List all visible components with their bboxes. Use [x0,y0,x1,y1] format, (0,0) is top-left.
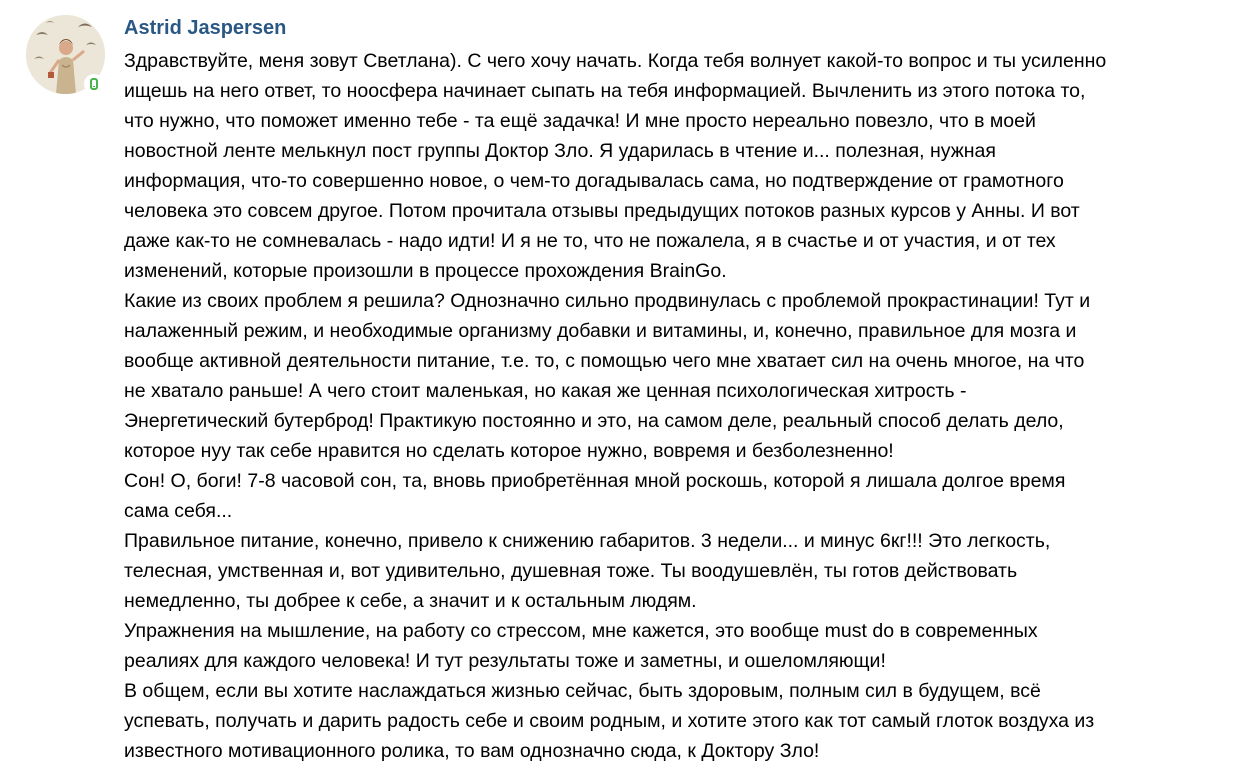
comment-line: информация, что-то совершенно новое, о чем-то догадывалась сама, но подтверждение от грамотного [124,170,1064,192]
comment-line: не хватало раньше! А чего стоит маленькая, но какая же ценная психологическая хитрость - [124,380,967,402]
comment-line: даже как-то не сомневалась - надо идти! И я не то, что не пожалела, я в счастье и от участия, и от тех [124,230,1056,252]
comment-line: изменений, которые произошли в процессе прохождения BrainGo. [124,260,727,282]
comment-line: человека это совсем другое. Потом прочитала отзывы предыдущих потоков разных курсов у Анны. И вот [124,200,1080,222]
author-name[interactable]: Astrid Jaspersen [124,17,287,39]
comment-line: вообще активной деятельности питание, т.е. то, с помощью чего мне хватает сил на очень многое, на что [124,350,1085,372]
comment-line: успевать, получать и дарить радость себе и своим родным, и хотите этого как тот самый глоток воздуха из [124,710,1095,732]
comment-line: новостной ленте мелькнул пост группы Доктор Зло. Я ударилась в чтение и... полезная, нужная [124,140,996,162]
comment-line: Правильное питание, конечно, привело к снижению габаритов. 3 недели... и минус 6кг!!! Это легкость, [124,530,1051,552]
comment-line: что нужно, что поможет именно тебе - та ещё задачка! И мне просто нереально повезло, что в моей [124,110,1036,132]
author-avatar[interactable] [26,15,105,94]
comment-line: В общем, если вы хотите наслаждаться жизнью сейчас, быть здоровым, полным сил в будущем, всё [124,680,1041,702]
mobile-phone-icon [90,78,98,90]
comment-line: Сон! О, боги! 7-8 часовой сон, та, вновь приобретённая мной роскошь, которой я лишала долгое время [124,470,1066,492]
comment-line: Здравствуйте, меня зовут Светлана). С чего хочу начать. Когда тебя волнует какой-то вопрос и ты усиленно [124,50,1107,72]
comment-line: реалиях для каждого человека! И тут результаты тоже и заметны, и ошеломляющи! [124,650,886,672]
comment-line: телесная, умственная и, вот удивительно, душевная тоже. Ты воодушевлён, ты готов действовать [124,560,1018,582]
comment-line: налаженный режим, и необходимые организму добавки и витамины, и, конечно, правильное для мозга и [124,320,1077,342]
comment-line: которое нуу так себе нравится но сделать которое нужно, вовремя и безболезненно! [124,440,894,462]
comment-line: сама себя... [124,500,233,522]
comment-line: Энергетический бутерброд! Практикую постоянно и это, на самом деле, реальный способ делать дело, [124,410,1064,432]
comment-line: ищешь на него ответ, то ноосфера начинает сыпать на тебя информацией. Вычленить из этого потока то, [124,80,1086,102]
online-status-badge [84,74,104,94]
comment-line: Какие из своих проблем я решила? Однозначно сильно продвинулась с проблемой прокрастинации! Тут и [124,290,1091,312]
comment-text [124,46,1224,766]
comment-line: немедленно, ты добрее к себе, а значит и к остальным людям. [124,590,697,612]
comment-line: известного мотивационного ролика, то вам однозначно сюда, к Доктору Зло! [124,740,820,762]
comment-line: Упражнения на мышление, на работу со стрессом, мне кажется, это вообще must do в современных [124,620,1038,642]
